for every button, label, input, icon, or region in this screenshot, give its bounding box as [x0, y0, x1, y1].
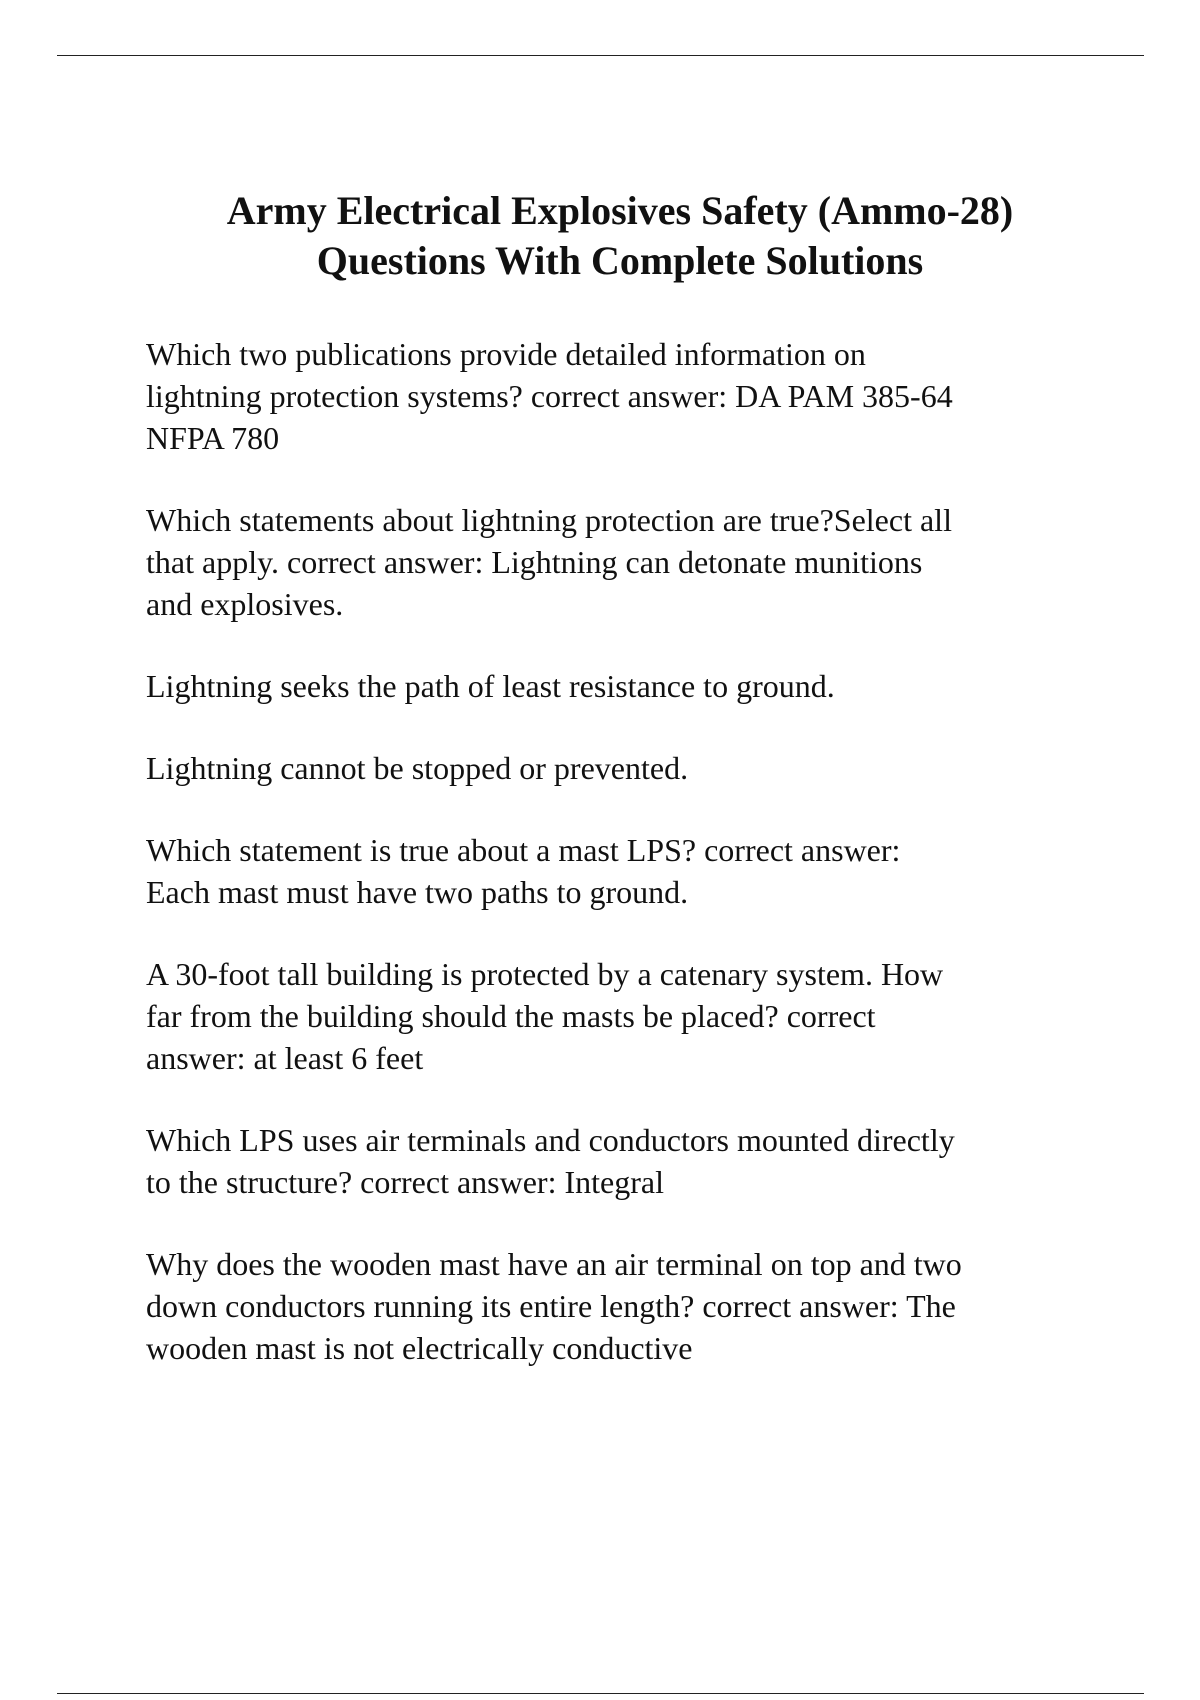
text-line: down conductors running its entire length? correct answer: The	[146, 1288, 956, 1324]
title-line-2: Questions With Complete Solutions	[316, 238, 924, 283]
text-line: Which statement is true about a mast LPS? correct answer:	[146, 832, 901, 868]
text-line: Each mast must have two paths to ground.	[146, 874, 689, 910]
text-line: to the structure? correct answer: Integral	[146, 1164, 664, 1200]
answer-cannot-be-stopped	[146, 747, 1146, 789]
question-integral-lps	[146, 1119, 1146, 1203]
question-lightning-statements	[146, 499, 1146, 625]
text-line: wooden mast is not electrically conductive	[146, 1330, 693, 1366]
question-catenary-system	[146, 953, 1146, 1079]
text-line: and explosives.	[146, 586, 344, 622]
text-line: A 30-foot tall building is protected by a catenary system. How	[146, 956, 944, 992]
text-line: answer: at least 6 feet	[146, 1040, 424, 1076]
text-line: Lightning seeks the path of least resistance to ground.	[146, 668, 835, 704]
title-line-1: Army Electrical Explosives Safety (Ammo-28)	[226, 188, 1014, 233]
document-title	[120, 186, 1120, 286]
text-line: Why does the wooden mast have an air terminal on top and two	[146, 1246, 962, 1282]
document-body	[146, 333, 1146, 1409]
text-line: Which two publications provide detailed information on	[146, 336, 866, 372]
question-lightning-publications	[146, 333, 1146, 459]
header-rule	[57, 55, 1144, 56]
text-line: Lightning cannot be stopped or prevented.	[146, 750, 689, 786]
text-line: NFPA 780	[146, 420, 280, 456]
question-mast-lps	[146, 829, 1146, 913]
answer-least-resistance	[146, 665, 1146, 707]
text-line: far from the building should the masts be placed? correct	[146, 998, 876, 1034]
text-line: Which LPS uses air terminals and conductors mounted directly	[146, 1122, 955, 1158]
text-line: Which statements about lightning protection are true?Select all	[146, 502, 952, 538]
footer-rule	[57, 1693, 1144, 1694]
text-line: lightning protection systems? correct answer: DA PAM 385-64	[146, 378, 953, 414]
question-wooden-mast	[146, 1243, 1146, 1369]
text-line: that apply. correct answer: Lightning can detonate munitions	[146, 544, 923, 580]
